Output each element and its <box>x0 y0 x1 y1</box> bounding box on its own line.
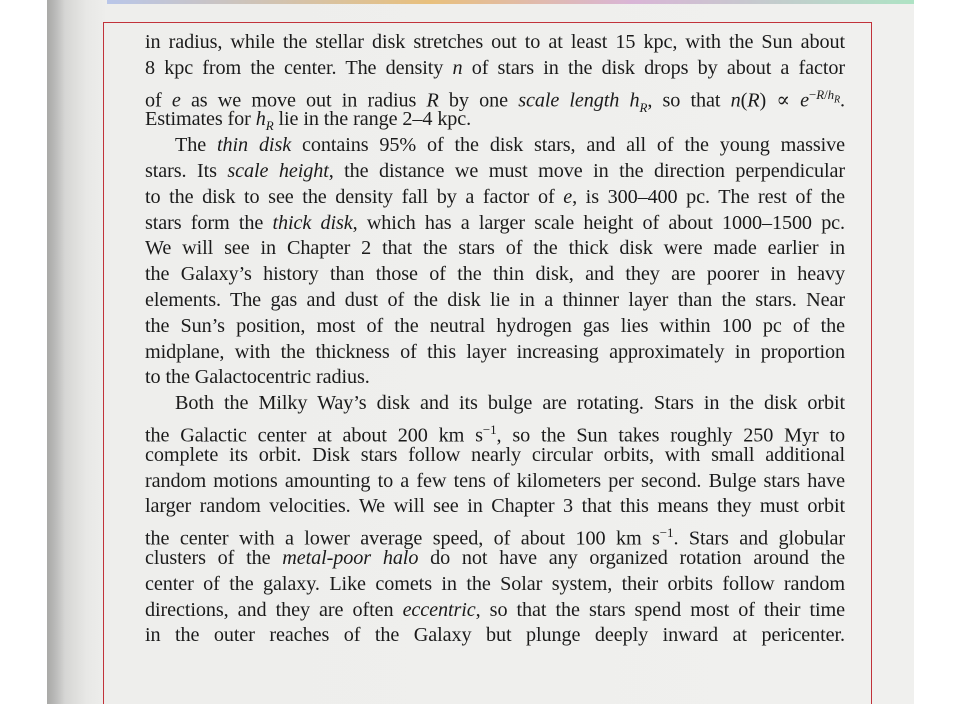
text-line: to the disk to see the density fall by a factor of e, is 300–400 pc. The rest of the <box>145 185 846 208</box>
text-line: in the outer reaches of the Galaxy but plunge deeply inward at pericenter. <box>145 624 845 647</box>
text-line: complete its orbit. Disk stars follow nearly circular orbits, with small additional <box>145 443 845 466</box>
text-line: to the Galactocentric radius. <box>145 366 370 389</box>
text-line: center of the galaxy. Like comets in the Solar system, their orbits follow random <box>145 572 845 595</box>
text-line: random motions amounting to a few tens of kilometers per second. Bulge stars have <box>145 469 845 492</box>
text-line: the center with a lower average speed, of about 100 km $s^{-1}$. Stars and globular <box>145 525 845 550</box>
text-line: in radius, while the stellar disk stretches out to at least 15 kpc, with the Sun about <box>145 31 845 53</box>
scan-color-artifact <box>107 0 914 4</box>
text-line: The thin disk contains 95% of the disk stars, and all of the young massive <box>175 134 845 157</box>
text-line: the Galactic center at about 200 km $s^{-1}$, so the Sun takes roughly 250 Myr to <box>145 421 845 447</box>
text-line: elements. The gas and dust of the disk lie in a thinner layer than the stars. Near <box>145 288 845 311</box>
text-line: clusters of the metal-poor halo do not have any organized rotation around the <box>145 546 845 569</box>
text-line: of e as we move out in radius R by one scale length $h_R$, so that $n(R) \propto e^{-R/h_R}$. <box>145 86 845 115</box>
text-line: Estimates for $h_R$ lie in the range 2–4 kpc. <box>145 108 472 134</box>
text-line: the Galaxy’s history than those of the thin disk, and they are poorer in heavy <box>145 263 845 286</box>
text-line: larger random velocities. We will see in Chapter 3 that this means they must orbit <box>145 495 845 518</box>
text-line: We will see in Chapter 2 that the stars of the thick disk were made earlier in <box>145 237 845 260</box>
text-line: stars. Its scale height, the distance we must move in the direction perpendicular <box>145 159 845 182</box>
text-line: the Sun’s position, most of the neutral hydrogen gas lies within 100 pc of the <box>145 314 845 337</box>
text-line: 8 kpc from the center. The density n of stars in the disk drops by about a factor <box>145 56 845 79</box>
page-bottom-margin <box>0 704 960 720</box>
text-line: midplane, with the thickness of this layer increasing approximately in proportion <box>145 340 845 363</box>
page-gutter-shadow <box>47 0 65 704</box>
text-line: Both the Milky Way’s disk and its bulge are rotating. Stars in the disk orbit <box>175 392 845 415</box>
text-line: stars form the thick disk, which has a larger scale height of about 1000–1500 pc. <box>145 211 845 234</box>
book-text-block <box>145 30 845 649</box>
text-line: directions, and they are often eccentric, so that the stars spend most of their time <box>145 598 845 621</box>
